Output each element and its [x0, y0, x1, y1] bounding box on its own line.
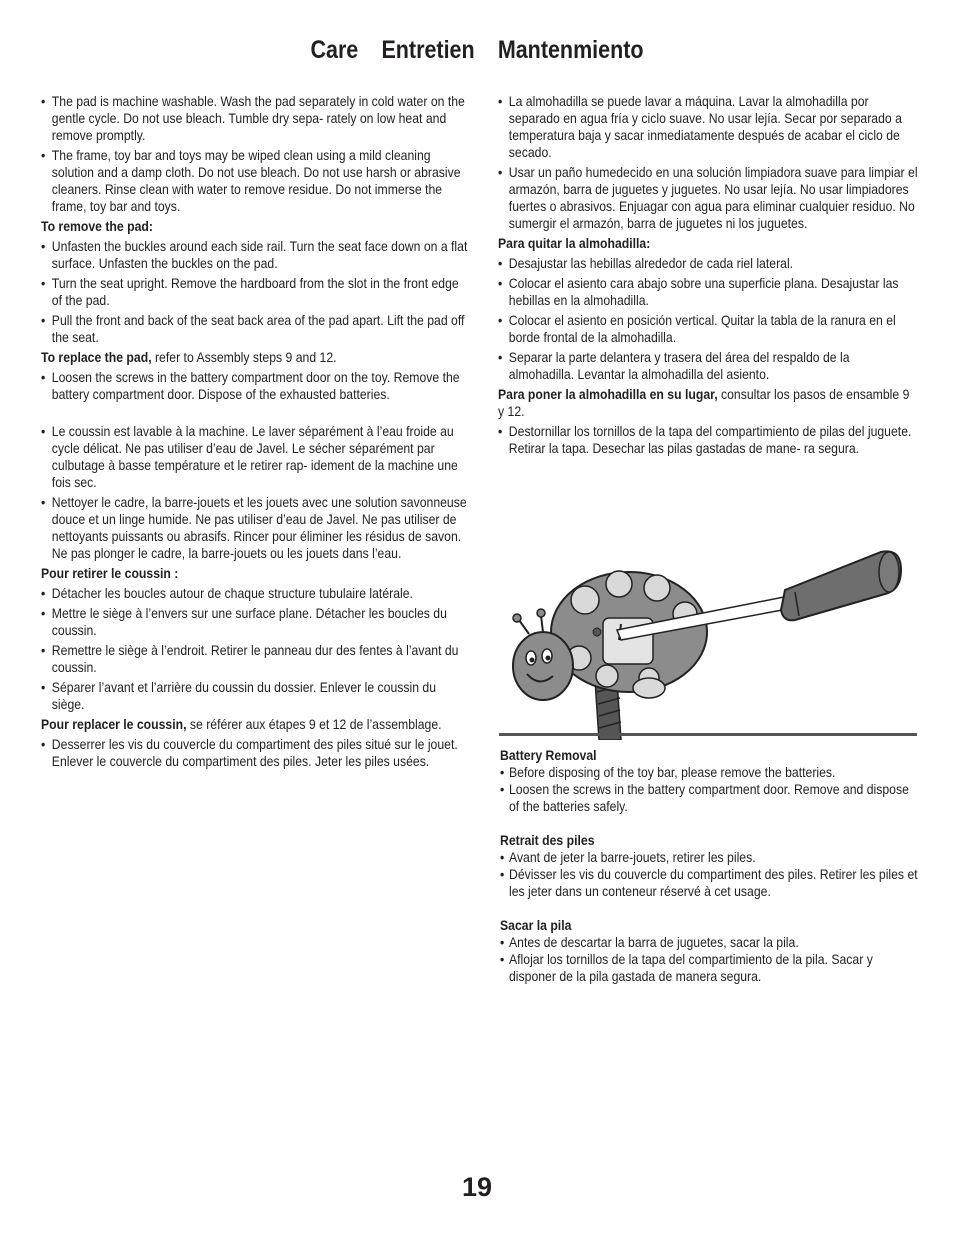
list-item: • Unfasten the buckles around each side rail. Turn the seat face down on a flat surface. Unfasten the buckles on the pad. — [41, 238, 471, 272]
french-remove-list — [41, 585, 471, 713]
title-care: Care — [310, 36, 359, 64]
list-item: • Destornillar los tornillos de la tapa del compartimiento de pilas del juguete. Retirar la tapa. Desechar las pilas gastadas de mane- ra segura. — [498, 423, 918, 457]
list-item: • Loosen the screws in the battery compartment door. Remove and dispose of the batteries safely. — [500, 781, 920, 815]
page-number: 19 — [461, 1172, 493, 1202]
french-battery-list — [41, 736, 471, 770]
spanish-battery-list — [498, 423, 918, 457]
english-replace-paragraph — [41, 349, 471, 366]
list-item: • Pull the front and back of the seat back area of the pad apart. Lift the pad off the seat. — [41, 312, 471, 346]
ladybug-toy-screwdriver-icon — [499, 540, 917, 740]
spanish-remove-list — [498, 255, 918, 383]
list-item: • Turn the seat upright. Remove the hardboard from the slot in the front edge of the pad. — [41, 275, 471, 309]
french-replace-bold: Pour replacer le coussin, — [41, 717, 187, 732]
list-item: • Nettoyer le cadre, la barre-jouets et les jouets avec une solution savonneuse douce et un linge humide. Ne pas utiliser d’eau de Javel. Ne pas utiliser de nettoyants puissants ou abrasifs. Rincer pour éliminer les résidus de savon. Ne pas plonger le cadre, la barre-jouets ou les jouets dans l’eau. — [41, 494, 471, 562]
english-replace-text: refer to Assembly steps 9 and 12. — [151, 350, 337, 365]
left-column — [41, 93, 471, 773]
list-item: • Colocar el asiento cara abajo sobre una superficie plana. Desajustar las hebillas en la almohadilla. — [498, 275, 918, 309]
list-item: • Before disposing of the toy bar, please remove the batteries. — [500, 764, 920, 781]
list-item: • Séparer l’avant et l’arrière du coussin du dossier. Enlever le coussin du siège. — [41, 679, 471, 713]
spanish-remove-heading: Para quitar la almohadilla: — [498, 236, 651, 251]
list-item: • Détacher les boucles autour de chaque structure tubulaire latérale. — [41, 585, 471, 602]
list-item: • Remettre le siège à l’endroit. Retirer le panneau dur des fentes à l’avant du coussin. — [41, 642, 471, 676]
list-item: • The frame, toy bar and toys may be wiped clean using a mild cleaning solution and a damp cloth. Do not use bleach. Do not use harsh or abrasive cleaners. Rinse clean with water to remove residue. Do not immerse the frame, toy bar and toys. — [41, 147, 471, 215]
battery-section-spanish — [500, 917, 920, 985]
english-remove-list — [41, 238, 471, 346]
french-replace-text: se référer aux étapes 9 et 12 de l’assemblage. — [186, 717, 442, 732]
list-item: • The pad is machine washable. Wash the pad separately in cold water on the gentle cycle. Do not use bleach. Tumble dry sepa- rately on low heat and remove promptly. — [41, 93, 471, 144]
english-battery-list — [41, 369, 471, 403]
french-replace-paragraph — [41, 716, 471, 733]
list-item: • Desserrer les vis du couvercle du compartiment des piles situé sur le jouet. Enlever le couvercle du compartiment des piles. Jeter les piles usées. — [41, 736, 471, 770]
french-remove-heading: Pour retirer le coussin : — [41, 566, 179, 581]
english-care-list — [41, 93, 471, 215]
list-item: • Loosen the screws in the battery compartment door on the toy. Remove the battery compartment door. Dispose of the exhausted batteries. — [41, 369, 471, 403]
title-mantenimiento: Mantenmiento — [497, 36, 644, 64]
battery-removal-section — [500, 747, 920, 1002]
right-column — [498, 93, 918, 460]
list-item: • Mettre le siège à l’envers sur une surface plane. Détacher les boucles du coussin. — [41, 605, 471, 639]
spanish-replace-bold: Para poner la almohadilla en su lugar, — [498, 387, 718, 402]
french-care-list — [41, 423, 471, 562]
battery-section-french — [500, 832, 920, 900]
list-item: • Le coussin est lavable à la machine. Le laver séparément à l’eau froide au cycle délicat. Ne pas utiliser d’eau de Javel. Le sécher séparément par culbutage à basse température et le retirer rap- idement de la machine une fois sec. — [41, 423, 471, 491]
title-entretien: Entretien — [381, 36, 475, 64]
list-item: • Antes de descartar la barra de juguetes, sacar la pila. — [500, 934, 920, 951]
list-item: • Usar un paño humedecido en una solución limpiadora suave para limpiar el armazón, barra de juguetes y juguetes. No usar lejía. No usar limpiadores fuertes o abrasivos. Enjuagar con agua para eliminar cualquier residuo. No sumergir el armazón, barra de juguetes ni los juguetes. — [498, 164, 918, 232]
english-replace-bold: To replace the pad, — [41, 350, 152, 365]
battery-section-english — [500, 747, 920, 815]
list-item: • Colocar el asiento en posición vertical. Quitar la tabla de la ranura en el borde frontal de la almohadilla. — [498, 312, 918, 346]
spanish-replace-text: consultar los pasos de ensamble 9 y 12. — [498, 387, 910, 419]
divider — [499, 733, 917, 736]
list-item: • Dévisser les vis du couvercle du compartiment des piles. Retirer les piles et les jeter dans un conteneur réservé à cet usage. — [500, 866, 920, 900]
list-item: • Desajustar las hebillas alrededor de cada riel lateral. — [498, 255, 918, 272]
list-item: • La almohadilla se puede lavar a máquina. Lavar la almohadilla por separado en agua fría y ciclo suave. No usar lejía. Secar por separado a temperatura baja y sacar inmediatamente después de acabar el ciclo de secado. — [498, 93, 918, 161]
spanish-care-list — [498, 93, 918, 232]
spanish-replace-paragraph — [498, 386, 918, 420]
battery-heading: Retrait des piles — [500, 833, 595, 848]
list-item: • Separar la parte delantera y trasera del área del respaldo de la almohadilla. Levantar la almohadilla del asiento. — [498, 349, 918, 383]
battery-heading: Battery Removal — [500, 748, 597, 763]
english-remove-heading: To remove the pad: — [41, 219, 153, 234]
spacer — [41, 406, 471, 423]
page-title — [67, 36, 887, 65]
list-item: • Aflojar los tornillos de la tapa del compartimiento de la pila. Sacar y disponer de la pila gastada de manera segura. — [500, 951, 920, 985]
list-item: • Avant de jeter la barre-jouets, retirer les piles. — [500, 849, 920, 866]
battery-heading: Sacar la pila — [500, 918, 572, 933]
